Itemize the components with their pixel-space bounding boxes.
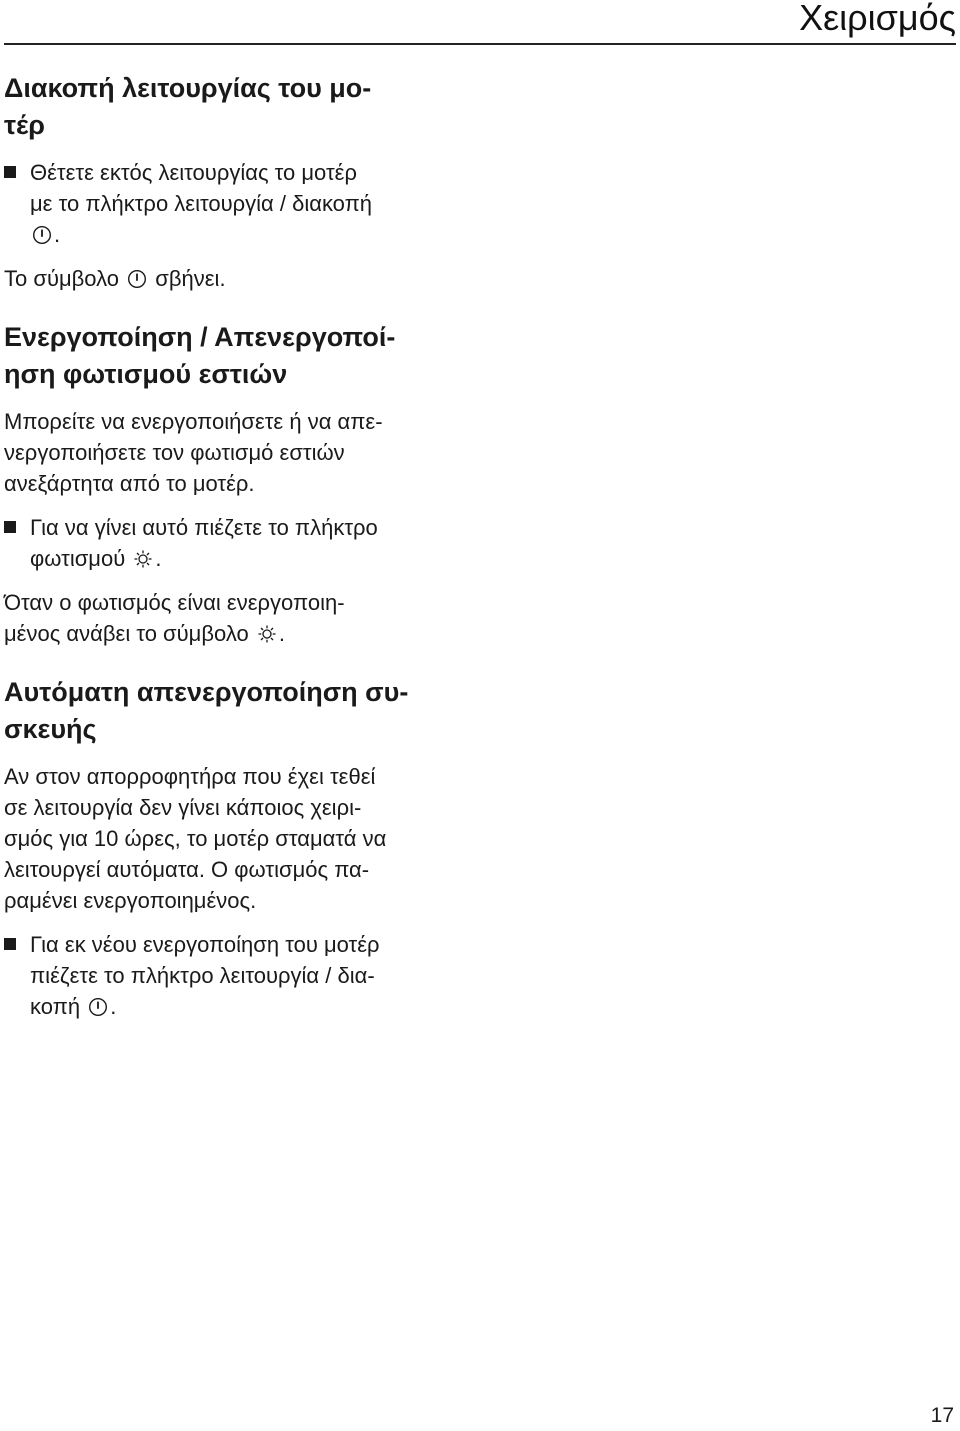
instruction-step: Για εκ νέου ενεργοποίηση του μοτέρ πιέζετε το πλήκτρο λειτουργία / δια- κοπή .	[4, 929, 474, 1022]
light-icon	[133, 549, 153, 569]
section-lighting	[4, 319, 474, 649]
page-number: 17	[930, 1404, 954, 1427]
result-text: Όταν ο φωτισμός είναι ενεργοποιη- μένος ανάβει το σύμβολο .	[4, 590, 345, 646]
instruction-step: Θέτετε εκτός λειτουργίας το μοτέρ με το πλήκτρο λειτουργία / διακοπή .	[4, 157, 474, 250]
instruction-step: Για να γίνει αυτό πιέζετε το πλήκτρο φωτισμού .	[4, 512, 474, 574]
power-icon	[32, 225, 52, 245]
section-motor-off	[4, 70, 474, 294]
result-text: Το σύμβολο σβήνει.	[4, 266, 226, 291]
section-heading: Αυτόματη απενεργοποίηση συ- σκευής	[4, 677, 409, 744]
page-content	[4, 70, 474, 1022]
section-auto-off	[4, 674, 474, 1022]
section-heading: Διακοπή λειτουργίας του μο- τέρ	[4, 73, 372, 140]
section-heading: Ενεργοποίηση / Απενεργοποί- ηση φωτισμού εστιών	[4, 322, 396, 389]
power-icon	[88, 997, 108, 1017]
square-bullet-icon	[4, 938, 16, 950]
header-divider	[4, 43, 956, 45]
square-bullet-icon	[4, 521, 16, 533]
power-icon	[127, 269, 147, 289]
paragraph: Αν στον απορροφητήρα που έχει τεθεί σε λειτουργία δεν γίνει κάποιος χειρι- σμός για 10 ώρες, το μοτέρ σταματά να λειτουργεί αυτόματα. Ο φωτισμός πα- ραμένει ενεργοποιημένος.	[4, 764, 387, 913]
square-bullet-icon	[4, 166, 16, 178]
running-header: Χειρισμός	[799, 0, 956, 38]
paragraph: Μπορείτε να ενεργοποιήσετε ή να απε- νεργοποιήσετε τον φωτισμό εστιών ανεξάρτητα από το μοτέρ.	[4, 409, 383, 496]
light-icon	[257, 624, 277, 644]
